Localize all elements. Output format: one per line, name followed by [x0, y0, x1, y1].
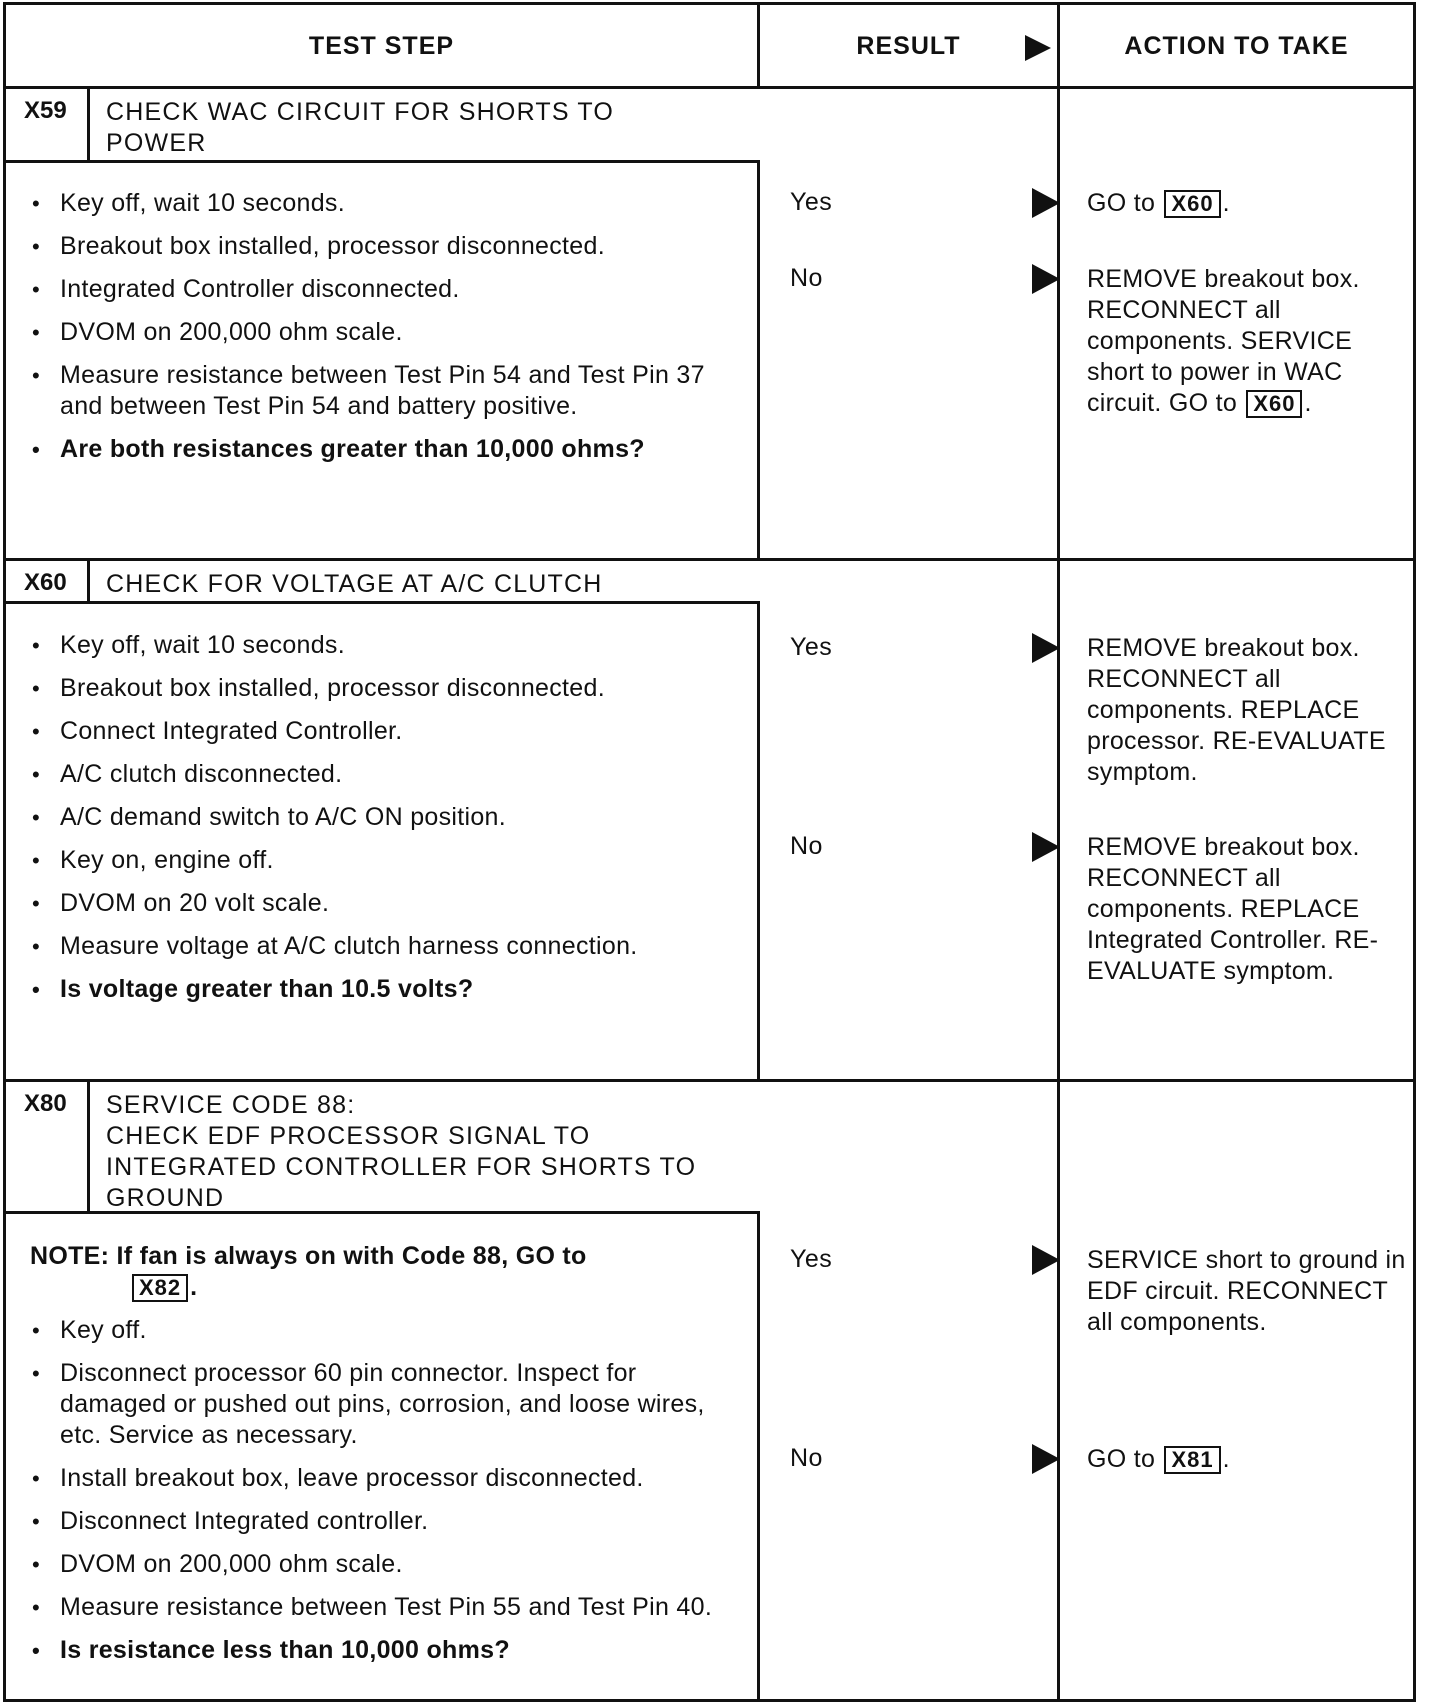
result-no: No [790, 264, 823, 292]
step-item: • A/C demand switch to A/C ON position. [30, 802, 740, 833]
step-item: • Integrated Controller disconnected. [30, 274, 740, 305]
step-question: • Is voltage greater than 10.5 volts? [30, 974, 740, 1005]
action-tail: . [1304, 389, 1312, 417]
action-text: REMOVE breakout box. RECONNECT all components. SERVICE short to power in WAC circuit. GO to [1087, 265, 1360, 417]
section-x80-heading [6, 1082, 760, 1214]
step-item: • Install breakout box, leave processor disconnected. [30, 1463, 740, 1494]
section-title: SERVICE CODE 88: CHECK EDF PROCESSOR SIGNAL TO INTEGRATED CONTROLLER FOR SHORTS TO GROUND [106, 1091, 697, 1212]
step-item: • Breakout box installed, processor disconnected. [30, 673, 740, 704]
step-item: • A/C clutch disconnected. [30, 759, 740, 790]
arrow-right-icon [1025, 35, 1051, 61]
section-x80-steps [30, 1315, 740, 1678]
step-item: • Key off, wait 10 seconds. [30, 630, 740, 661]
section-x59-steps [30, 188, 740, 477]
action-no [1087, 264, 1407, 419]
column-divider [757, 5, 760, 1699]
action-no: REMOVE breakout box. RECONNECT all components. REPLACE Integrated Controller. RE-EVALUATE symptom. [1087, 833, 1379, 985]
diagnostic-table [3, 2, 1416, 1702]
section-x60-steps [30, 630, 740, 1017]
step-item: • Measure resistance between Test Pin 55 and Test Pin 40. [30, 1592, 740, 1623]
arrow-right-icon [1032, 1444, 1060, 1474]
step-reference[interactable]: X81 [1164, 1446, 1220, 1474]
step-item: • Disconnect processor 60 pin connector. Inspect for damaged or pushed out pins, corrosion, and loose wires, etc. Service as necessary. [30, 1358, 740, 1451]
step-reference[interactable]: X82 [132, 1274, 188, 1302]
result-yes: Yes [790, 633, 833, 661]
arrow-right-icon [1032, 188, 1060, 218]
section-id: X60 [6, 561, 90, 601]
result-header [760, 5, 1057, 88]
section-x60-heading [6, 561, 760, 604]
result-no: No [790, 1444, 823, 1472]
action-text: GO to [1087, 1445, 1156, 1473]
action-yes [1087, 188, 1407, 219]
section-id: X80 [6, 1082, 90, 1211]
step-item: • DVOM on 200,000 ohm scale. [30, 317, 740, 348]
action-tail: . [1222, 1445, 1230, 1473]
action-header: ACTION TO TAKE [1124, 32, 1349, 60]
step-item: • DVOM on 20 volt scale. [30, 888, 740, 919]
step-item: • Breakout box installed, processor disconnected. [30, 231, 740, 262]
result-no: No [790, 832, 823, 860]
step-item: • Key off. [30, 1315, 740, 1346]
action-tail: . [1222, 189, 1230, 217]
note-tail: . [190, 1273, 198, 1301]
arrow-right-icon [1032, 264, 1060, 294]
step-item: • Key on, engine off. [30, 845, 740, 876]
step-question: • Are both resistances greater than 10,000 ohms? [30, 434, 740, 465]
result-yes: Yes [790, 188, 833, 216]
note-text: NOTE: If fan is always on with Code 88, GO to [30, 1242, 587, 1270]
arrow-right-icon [1032, 633, 1060, 663]
action-yes: REMOVE breakout box. RECONNECT all components. REPLACE processor. RE-EVALUATE symptom. [1087, 634, 1386, 786]
section-title: CHECK WAC CIRCUIT FOR SHORTS TO POWER [106, 98, 615, 157]
test-step-header: TEST STEP [308, 32, 455, 60]
arrow-right-icon [1032, 1245, 1060, 1275]
action-text: GO to [1087, 189, 1156, 217]
arrow-right-icon [1032, 832, 1060, 862]
action-yes: SERVICE short to ground in EDF circuit. RECONNECT all components. [1087, 1246, 1406, 1336]
result-yes: Yes [790, 1245, 833, 1273]
section-id: X59 [6, 89, 90, 160]
step-item: • Key off, wait 10 seconds. [30, 188, 740, 219]
section-title: CHECK FOR VOLTAGE AT A/C CLUTCH [106, 570, 603, 598]
step-item: • Connect Integrated Controller. [30, 716, 740, 747]
action-no [1087, 1444, 1407, 1475]
result-header-label: RESULT [856, 32, 961, 60]
section-x80-note [30, 1241, 740, 1303]
step-question: • Is resistance less than 10,000 ohms? [30, 1635, 740, 1666]
step-item: • Disconnect Integrated controller. [30, 1506, 740, 1537]
step-item: • Measure resistance between Test Pin 54 and Test Pin 37 and between Test Pin 54 and battery positive. [30, 360, 740, 422]
step-item: • DVOM on 200,000 ohm scale. [30, 1549, 740, 1580]
section-x59-heading [6, 89, 760, 163]
step-reference[interactable]: X60 [1164, 190, 1220, 218]
step-reference[interactable]: X60 [1246, 390, 1302, 418]
step-item: • Measure voltage at A/C clutch harness connection. [30, 931, 740, 962]
